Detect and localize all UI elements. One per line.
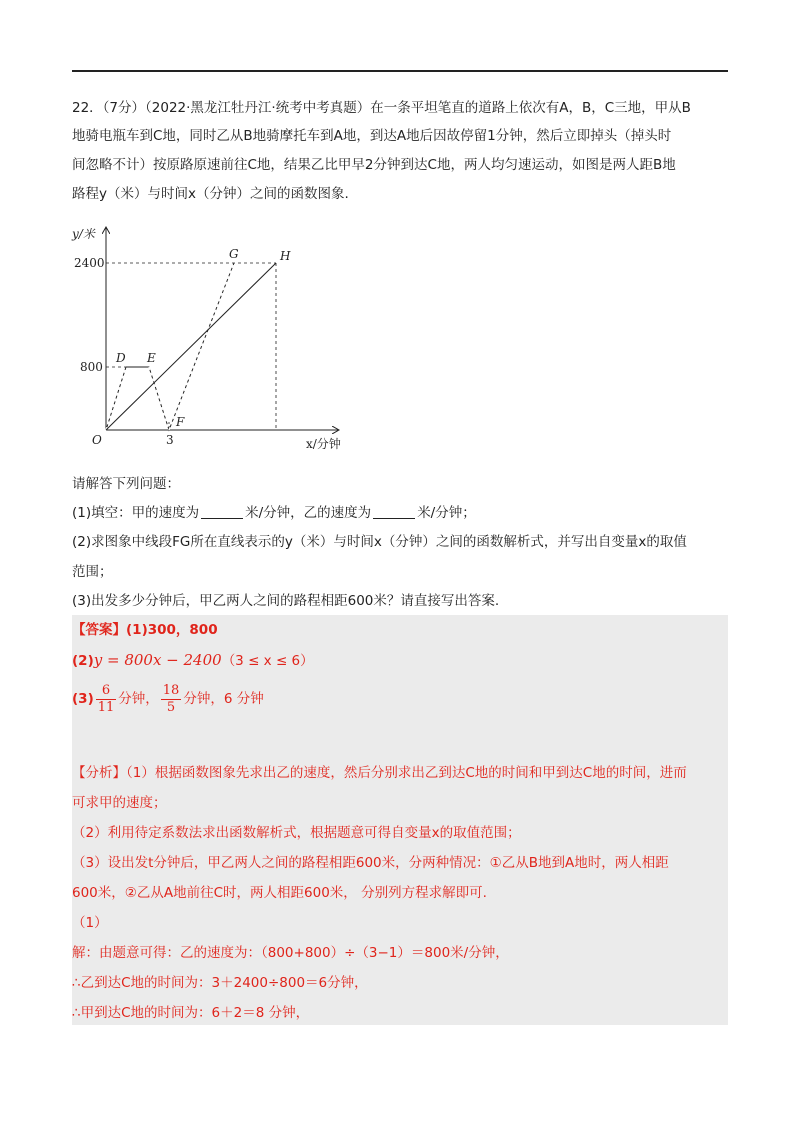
- answer-2-prefix: (2): [72, 653, 94, 669]
- y-axis-label: y/米: [72, 227, 95, 241]
- point-f-label: F: [176, 415, 185, 429]
- answer-3-fraction-2: [161, 683, 182, 716]
- analysis-line-1: 【分析】（1）根据函数图象先求出乙的速度，然后分别求出乙到达C地的时间和甲到达C地的时间，进而: [72, 765, 687, 781]
- question-1-part-c: 米/分钟；: [417, 505, 476, 521]
- question-1-part-b: 米/分钟，乙的速度为: [245, 505, 372, 521]
- analysis-line-5: 600米，②乙从A地前往C时，两人相距600米， 分别列方程求解即可.: [72, 885, 487, 901]
- question-line-1: 22．（7分）（2022·黑龙江牡丹江·统考中考真题）在一条平坦笔直的道路上依次有A，B，C三地，甲从B: [72, 100, 691, 116]
- answer-1-row: [72, 620, 218, 640]
- analysis-line-8: ∴乙到达C地的时间为：3＋2400÷800＝6分钟，: [72, 975, 368, 991]
- answer-blank-2: [373, 504, 415, 519]
- analysis-line-7: 解：由题意可得：乙的速度为：（800+800）÷（3−1）＝800米/分钟，: [72, 945, 509, 961]
- point-g-label: G: [229, 247, 239, 261]
- analysis-line-4: （3）设出发t分钟后，甲乙两人之间的路程相距600米，分两种情况：①乙从B地到A地时，两人相距: [72, 855, 669, 871]
- answer-2-formula: y = 800x − 2400: [93, 651, 222, 669]
- top-rule: [72, 70, 728, 72]
- fraction-2-numerator: 18: [162, 682, 180, 698]
- x-tick-3: 3: [166, 433, 174, 447]
- point-e-label: E: [147, 351, 156, 365]
- point-d-label: D: [116, 351, 126, 365]
- question-3: (3)出发多少分钟后，甲乙两人之间的路程相距600米？请直接写出答案.: [72, 593, 500, 609]
- fraction-1-numerator: 6: [96, 683, 117, 700]
- answer-tag: 【答案】: [72, 622, 126, 638]
- answer-2-row: [72, 650, 314, 671]
- question-1-part-a: (1)填空：甲的速度为: [72, 505, 200, 521]
- answer-3-fraction-1: [96, 683, 117, 716]
- question-2-line-1: (2)求图象中线段FG所在直线表示的y（米）与时间x（分钟）之间的函数解析式，并写出自变量x的取值: [72, 534, 687, 550]
- analysis-line-2: 可求甲的速度；: [72, 795, 167, 811]
- answer-3-prefix: (3): [72, 691, 94, 707]
- answer-2-range: （3 ≤ x ≤ 6）: [221, 653, 314, 669]
- answer-3-unit-2: 分钟，6 分钟: [183, 691, 264, 707]
- line-jia: [106, 263, 276, 430]
- answer-3-unit-1: 分钟，: [118, 691, 159, 707]
- analysis-line-9: ∴甲到达C地的时间为：6＋2＝8 分钟，: [72, 1005, 310, 1021]
- fraction-2-denominator: 5: [166, 699, 176, 715]
- question-2-line-2: 范围；: [72, 564, 113, 580]
- question-1: [72, 503, 476, 523]
- fraction-1-denominator: 11: [97, 699, 115, 715]
- y-tick-800: 800: [80, 360, 103, 374]
- origin-label: O: [92, 433, 102, 447]
- answer-blank-1: [201, 504, 243, 519]
- question-line-3: 间忽略不计）按原路原速前往C地，结果乙比甲早2分钟到达C地，两人均匀速运动，如图是两人距B地: [72, 157, 676, 173]
- question-line-4: 路程y（米）与时间x（分钟）之间的函数图象.: [72, 186, 349, 202]
- line-yi: [106, 263, 234, 430]
- analysis-line-3: （2）利用待定系数法求出函数解析式，根据题意可得自变量x的取值范围；: [72, 825, 521, 841]
- answer-3-row: [72, 682, 264, 716]
- prompt-intro: 请解答下列问题：: [72, 476, 180, 492]
- x-axis-label: x/分钟: [306, 437, 341, 451]
- point-h-label: H: [280, 249, 291, 263]
- answer-section: [72, 615, 728, 1025]
- answer-1: (1)300，800: [126, 622, 218, 638]
- y-tick-2400: 2400: [74, 256, 105, 270]
- question-line-2: 地骑电瓶车到C地，同时乙从B地骑摩托车到A地，到达A地后因故停留1分钟，然后立即掉头（掉头时: [72, 128, 672, 144]
- graph-svg: [70, 222, 360, 462]
- analysis-line-6: （1）: [72, 915, 108, 931]
- function-graph: [70, 222, 360, 462]
